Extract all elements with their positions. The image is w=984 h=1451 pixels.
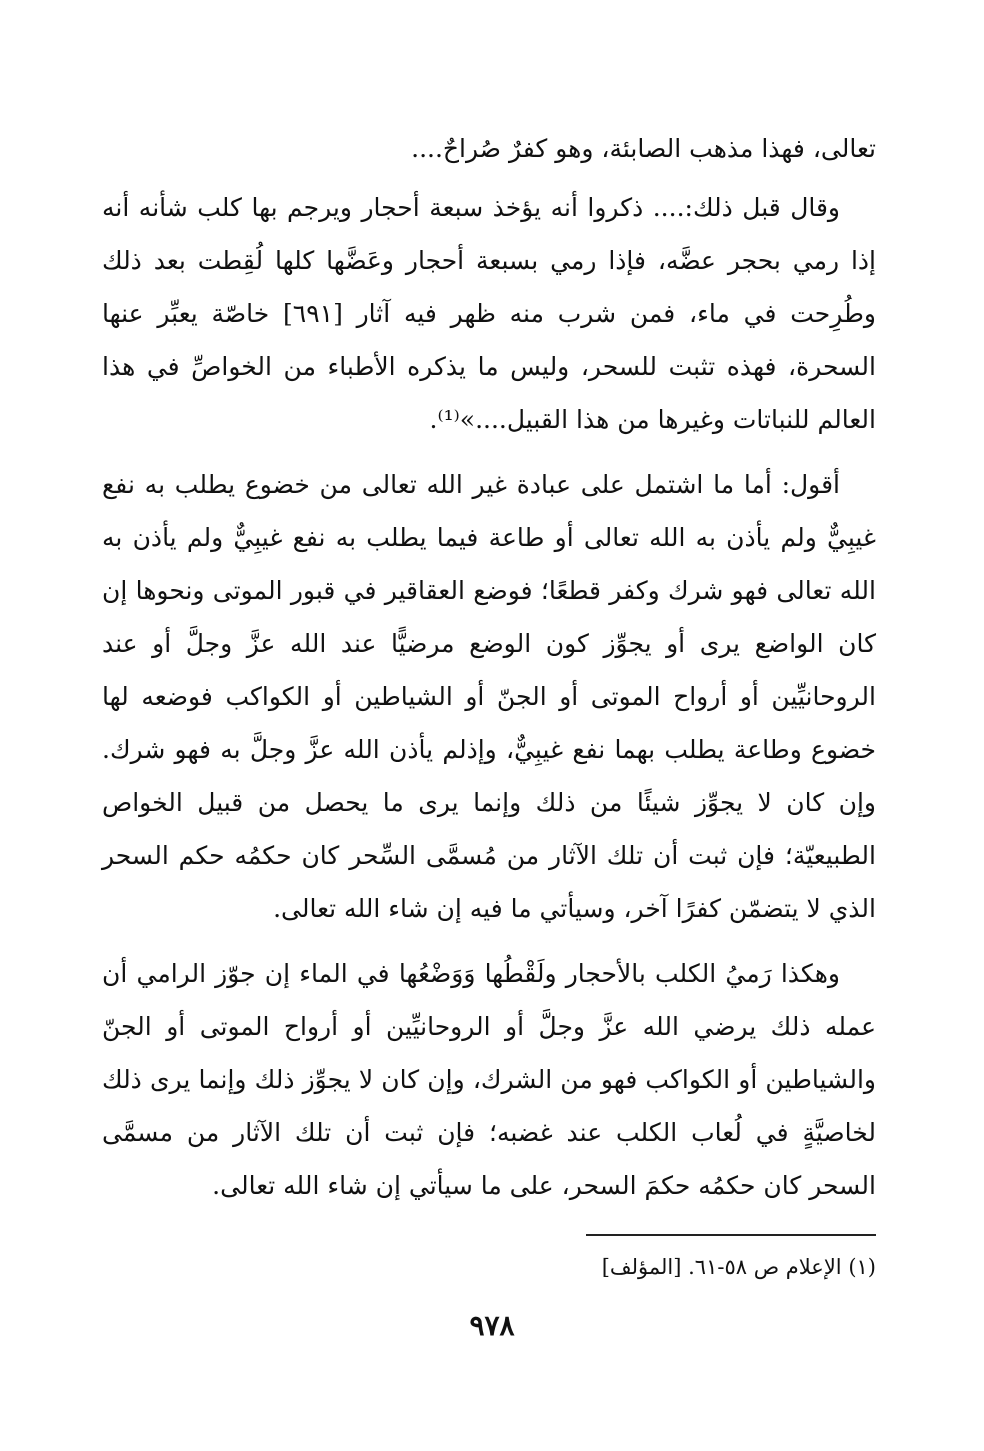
footnote-divider — [586, 1234, 876, 1236]
page-number: ٩٧٨ — [469, 1309, 515, 1342]
paragraph-1: تعالى، فهذا مذهب الصابئة، وهو كفرٌ صُراحٌ.... — [411, 134, 876, 163]
main-text — [102, 122, 876, 1224]
paragraph-2: وقال قبل ذلك:.... ذكروا أنه يؤخذ سبعة أحجار ويرجم بها كلب شأنه أنه إذا رمي بحجر عضَّه، فإذا رمي بسبعة أحجار وعَضَّها كلها لُقِطت بعد ذلك وطُرِحت في ماء، فمن شرب منه ظهر فيه آثار [٦٩١] خاصّة يعبِّر عنها السحرة، فهذه تثبت للسحر، وليس ما يذكره الأطباء من الخواصِّ في هذا العالم للنباتات وغيرها من هذا القبيل....»⁽¹⁾. — [102, 193, 876, 434]
paragraph-4: وهكذا رَميُ الكلب بالأحجار ولَقْطُها وَوَضْعُها في الماء إن جوّز الرامي أن عمله ذلك يرضي الله عزَّ وجلَّ أو الروحانيِّين أو أرواح الموتى أو الجنّ والشياطين أو الكواكب فهو من الشرك، وإن كان لا يجوِّز ذلك وإنما يرى ذلك لخاصيَّةٍ في لُعاب الكلب عند غضبه؛ فإن ثبت أن تلك الآثار من مسمَّى السحر كان حكمُه حكمَ السحر، على ما سيأتي إن شاء الله تعالى. — [102, 959, 876, 1200]
footnote: (١) الإعلام ص ٥٨-٦١. [المؤلف] — [601, 1255, 876, 1279]
paragraph-3: أقول: أما ما اشتمل على عبادة غير الله تعالى من خضوع يطلب به نفع غيبِيٌّ ولم يأذن به الله تعالى أو طاعة فيما يطلب به نفع غيبِيٌّ ولم يأذن به الله تعالى فهو شرك وكفر قطعًا؛ فوضع العقاقير في قبور الموتى ونحوها إن كان الواضع يرى أو يجوِّز كون الوضع مرضيًّا عند الله عزَّ وجلَّ أو عند الروحانيِّين أو أرواح الموتى أو الجنّ أو الشياطين أو الكواكب فوضعه لها خضوع وطاعة يطلب بهما نفع غيبِيٌّ، وإذلم يأذن الله عزَّ وجلَّ به فهو شرك. وإن كان لا يجوِّز شيئًا من ذلك وإنما يرى ما يحصل من قبيل الخواص الطبيعيّة؛ فإن ثبت أن تلك الآثار من مُسمَّى السِّحر كان حكمُه حكم السحر الذي لا يتضمّن كفرًا آخر، وسيأتي ما فيه إن شاء الله تعالى. — [102, 470, 876, 923]
